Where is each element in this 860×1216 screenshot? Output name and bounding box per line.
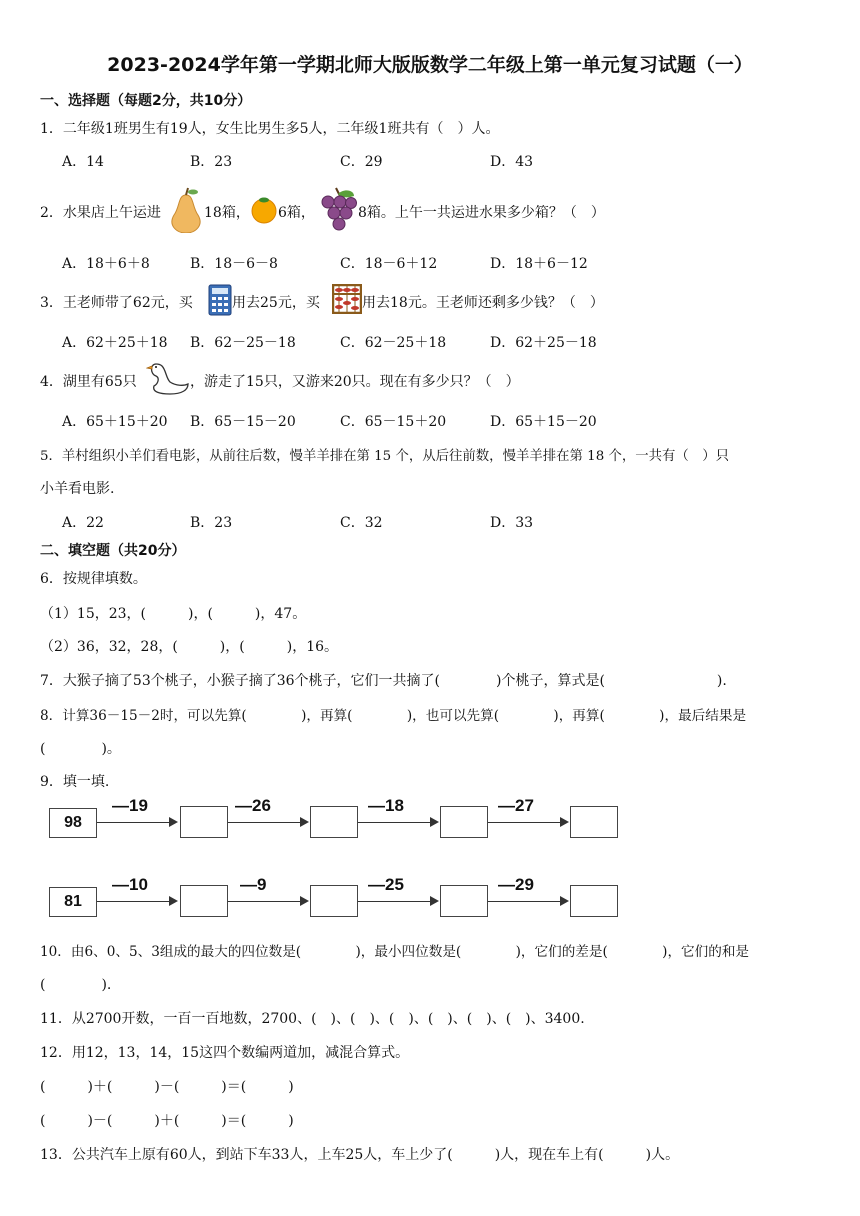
flow-2-arrowhead-4 — [560, 896, 569, 906]
q2-option-b: B．18－6－8 — [190, 256, 278, 272]
flow-1-arrowhead-3 — [430, 817, 439, 827]
q2-option-a: A．18＋6＋8 — [62, 256, 150, 272]
flow-2-start-box: 81 — [49, 887, 97, 917]
question-13: 13．公共汽车上原有60人，到站下车33人，上车25人，车上少了( )人，现在车上有( )人。 — [40, 1147, 680, 1163]
question-6-line-1: （1）15，23，( )，( )，47。 — [40, 606, 307, 622]
q5-option-c: C．32 — [340, 515, 383, 531]
q5-option-a: A．22 — [62, 515, 104, 531]
question-6: 6．按规律填数。 — [40, 571, 147, 587]
flow-2-arrowhead-2 — [300, 896, 309, 906]
q5-option-b: B．23 — [190, 515, 233, 531]
flow-1-arrowhead-4 — [560, 817, 569, 827]
flow-2-answer-box-4[interactable] — [570, 885, 618, 917]
question-2-part-4: 8箱。上午一共运进水果多少箱？（ ） — [358, 205, 605, 221]
section-heading-fill: 二、填空题（共20分） — [40, 543, 186, 559]
flow-1-start-box: 98 — [49, 808, 97, 838]
question-12-line-1: ( )＋( )－( )＝( ) — [40, 1079, 294, 1095]
question-3-part-1: 3．王老师带了62元，买 — [40, 295, 193, 311]
q4-option-b: B．65－15－20 — [190, 414, 296, 430]
flow-1-arrow-3 — [358, 822, 430, 823]
flow-1-arrow-2 — [228, 822, 300, 823]
q3-option-c: C．62－25＋18 — [340, 335, 447, 351]
orange-icon — [250, 196, 278, 224]
question-10-line-2: ( ). — [40, 977, 112, 993]
flow-2-op-1: —10 — [112, 875, 148, 894]
question-4-part-2: ，游走了15只，又游来20只。现在有多少只？（ ） — [190, 374, 520, 390]
flow-2-arrow-1 — [97, 901, 169, 902]
flow-2-op-2: —9 — [240, 875, 267, 894]
q1-option-c: C．29 — [340, 154, 383, 170]
q4-option-d: D．65＋15－20 — [490, 414, 597, 430]
flow-1-arrow-4 — [488, 822, 560, 823]
flow-1-answer-box-1[interactable] — [180, 806, 228, 838]
flow-1-arrow-1 — [97, 822, 169, 823]
question-5-line-2: 小羊看电影. — [40, 481, 115, 497]
question-12-line-2: ( )－( )＋( )＝( ) — [40, 1113, 294, 1129]
flow-1-arrowhead-2 — [300, 817, 309, 827]
flow-1-answer-box-2[interactable] — [310, 806, 358, 838]
q2-option-c: C．18－6＋12 — [340, 256, 438, 272]
q3-option-d: D．62＋25－18 — [490, 335, 597, 351]
question-12: 12．用12，13，14，15这四个数编两道加，减混合算式。 — [40, 1045, 410, 1061]
question-2-part-1: 2．水果店上午运进 — [40, 205, 161, 221]
grapes-icon — [318, 186, 358, 234]
flow-2-answer-box-3[interactable] — [440, 885, 488, 917]
question-2-part-3: 6箱， — [278, 205, 315, 221]
q1-option-d: D．43 — [490, 154, 534, 170]
question-6-line-2: （2）36，32，28，( )，( )，16。 — [40, 639, 339, 655]
q2-option-d: D．18＋6－12 — [490, 256, 588, 272]
flow-2-answer-box-1[interactable] — [180, 885, 228, 917]
flow-2-arrowhead-1 — [169, 896, 178, 906]
page-title: 2023-2024学年第一学期北师大版版数学二年级上第一单元复习试题（一） — [107, 54, 753, 76]
flow-2-arrow-2 — [228, 901, 300, 902]
question-5-line-1: 5．羊村组织小羊们看电影，从前往后数，慢羊羊排在第 15 个，从后往前数，慢羊羊排在第 18 个，一共有（ ）只 — [40, 449, 729, 464]
question-1: 1．二年级1班男生有19人，女生比男生多5人，二年级1班共有（ ）人。 — [40, 121, 500, 137]
q4-option-a: A．65＋15＋20 — [62, 414, 168, 430]
question-4-part-1: 4．湖里有65只 — [40, 374, 137, 390]
flow-2-op-3: —25 — [368, 875, 404, 894]
pear-icon — [168, 187, 204, 233]
flow-1-answer-box-4[interactable] — [570, 806, 618, 838]
question-8-line-2: ( )。 — [40, 741, 121, 757]
flow-2-answer-box-2[interactable] — [310, 885, 358, 917]
flow-2-arrowhead-3 — [430, 896, 439, 906]
flow-1-arrowhead-1 — [169, 817, 178, 827]
q3-option-b: B．62－25－18 — [190, 335, 296, 351]
swan-icon — [146, 360, 190, 396]
flow-2-arrow-4 — [488, 901, 560, 902]
flow-1-op-3: —18 — [368, 796, 404, 815]
flow-1-op-1: —19 — [112, 796, 148, 815]
abacus-icon — [332, 284, 362, 314]
question-8-line-1: 8．计算36－15－2时，可以先算( )，再算( )，也可以先算( )，再算( )，最后结果是 — [40, 708, 747, 724]
question-2-part-2: 18箱， — [204, 205, 250, 221]
question-9: 9．填一填. — [40, 774, 110, 790]
question-7: 7．大猴子摘了53个桃子，小猴子摘了36个桃子，它们一共摘了( )个桃子，算式是( ). — [40, 673, 727, 689]
question-10-line-1: 10．由6、0、5、3组成的最大的四位数是( )，最小四位数是( )，它们的差是( )，它们的和是 — [40, 944, 750, 960]
question-11: 11．从2700开数，一百一百地数，2700、( )、( )、( )、( )、( )、( )、3400. — [40, 1011, 585, 1027]
question-3-part-3: 用去18元。王老师还剩多少钱？（ ） — [362, 295, 604, 311]
flow-1-answer-box-3[interactable] — [440, 806, 488, 838]
flow-1-op-2: —26 — [235, 796, 271, 815]
q4-option-c: C．65－15＋20 — [340, 414, 447, 430]
flow-1-op-4: —27 — [498, 796, 534, 815]
q1-option-b: B．23 — [190, 154, 233, 170]
flow-2-op-4: —29 — [498, 875, 534, 894]
question-3-part-2: 用去25元，买 — [232, 295, 320, 311]
section-heading-choice: 一、选择题（每题2分，共10分） — [40, 93, 252, 109]
q3-option-a: A．62＋25＋18 — [62, 335, 168, 351]
q1-option-a: A．14 — [62, 154, 104, 170]
q5-option-d: D．33 — [490, 515, 534, 531]
calculator-icon — [208, 284, 232, 316]
flow-2-arrow-3 — [358, 901, 430, 902]
